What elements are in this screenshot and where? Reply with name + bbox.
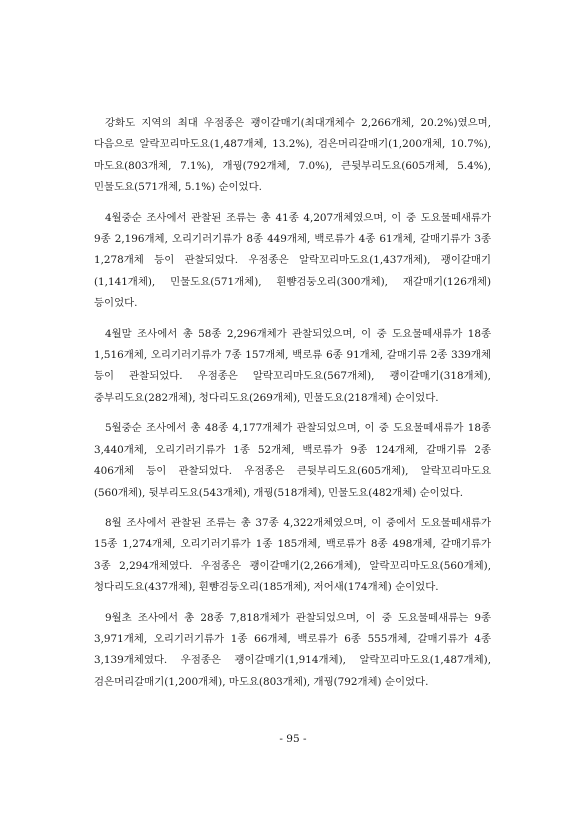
page-number: - 95 -: [279, 733, 307, 745]
paragraph-5: 8월 조사에서 관찰된 조류는 총 37종 4,322개체였으며, 이 중에서 도요물떼새류가 15종 1,274개체, 오리기러기류가 1종 185개체, 백로류가 8종 498개체, 갈매기류가 3종 2,294개체였다. 우점종은 괭이갈매기(2,266개체), 알락꼬리마도요(560개체), 청다리도요(437개체), 흰뺨검둥오리(185개체), 저어새(174개체) 순이었다.: [94, 516, 491, 594]
body-text: [94, 113, 491, 702]
paragraph-3: 4월말 조사에서 총 58종 2,296개체가 관찰되었으며, 이 중 도요물떼새류가 18종 1,516개체, 오리기러기류가 7종 157개체, 백로류 6종 91개체, 갈매기류 2종 339개체 등이 관찰되었다. 우점종은 알락꼬리마도요(567개체), 괭이갈매기(318개체), 중부리도요(282개체), 청다리도요(269개체), 민물도요(218개체) 순이었다.: [94, 327, 491, 404]
paragraph-6: 9월초 조사에서 총 28종 7,818개체가 관찰되었으며, 이 중 도요물떼새류는 9종 3,971개체, 오리기러기류가 1종 66개체, 백로류가 6종 555개체, 갈매기류가 4종 3,139개체였다. 우점종은 괭이갈매기(1,914개체), 알락꼬리마도요(1,487개체), 검은머리갈매기(1,200개체), 마도요(803개체), 개꿩(792개체) 순이었다.: [94, 611, 491, 688]
paragraph-1: 강화도 지역의 최대 우점종은 괭이갈매기(최대개체수 2,266개체, 20.2%)였으며, 다음으로 알락꼬리마도요(1,487개체, 13.2%), 검은머리갈매기(1,200개체, 10.7%), 마도요(803개체, 7.1%), 개꿩(792개체, 7.0%), 큰뒷부리도요(605개체, 5.4%), 민물도요(571개체, 5.1%) 순이었다.: [94, 117, 491, 194]
paragraph-4: 5월중순 조사에서 총 48종 4,177개체가 관찰되었으며, 이 중 도요물떼새류가 18종 3,440개체, 오리기러기류가 1종 52개체, 백로류가 9종 124개체, 갈매기류 2종 406개체 등이 관찰되었다. 우점종은 큰뒷부리도요(605개체), 알락꼬리마도요(560개체), 뒷부리도요(543개체), 개꿩(518개체), 민물도요(482개체) 순이었다.: [94, 422, 491, 499]
paragraph-2: 4월중순 조사에서 관찰된 조류는 총 41종 4,207개체였으며, 이 중 도요물떼새류가 9종 2,196개체, 오리기러기류가 8종 449개체, 백로류가 4종 61개체, 갈매기류가 3종 1,278개체 등이 관찰되었다. 우점종은 알락꼬리마도요(1,437개체), 괭이갈매기(1,141개체), 민물도요(571개체), 흰뺨검둥오리(300개체), 재갈매기(126개체) 등이었다.: [94, 211, 491, 310]
